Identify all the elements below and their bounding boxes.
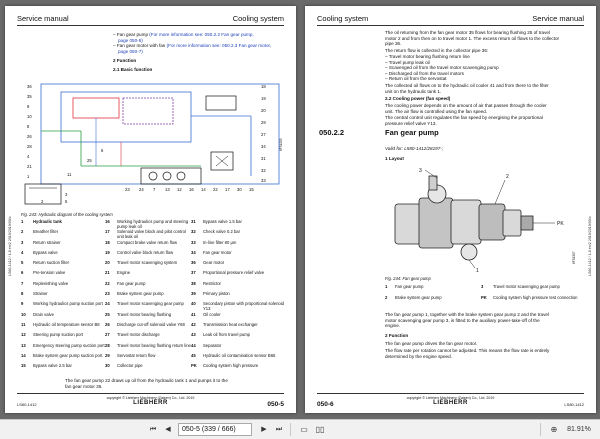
diagram-label: 14 xyxy=(201,187,206,192)
legend-number: 30 xyxy=(105,363,110,369)
legend-description: Cooling system high pressure xyxy=(203,363,259,369)
body-text: The flow rate per rotation cannot be adjusted. This means the flow rate is entirely xyxy=(385,348,550,353)
legend-number: 18 xyxy=(105,239,110,245)
legend-number: 6 xyxy=(21,270,24,276)
legend-number: 21 xyxy=(105,270,110,276)
legend-table xyxy=(21,220,286,374)
legend-number: 45 xyxy=(191,352,196,358)
legend-description: Steering pump suction port xyxy=(33,332,84,338)
body-text: The central control unit regulates the fan speed by energising the proportional xyxy=(385,115,543,120)
legend-description: Brake system gear pump xyxy=(395,294,442,300)
zoom-icon[interactable]: ⊕ xyxy=(550,425,558,434)
diagram-label: 35 xyxy=(27,94,32,99)
legend-description: Travel motor bearing flushing return line xyxy=(117,342,191,348)
legend-number: 15 xyxy=(21,363,26,369)
legend-number: 39 xyxy=(191,291,196,297)
diagram-label: 11 xyxy=(67,172,72,177)
diagram-label: 26 xyxy=(27,134,32,139)
diagram-code: 6F51203 xyxy=(279,138,283,151)
legend-description: Travel motor discharge xyxy=(117,332,160,338)
cross-reference-link[interactable]: page 050-7) xyxy=(118,48,143,54)
legend-description: Fan gear pump xyxy=(395,284,424,289)
legend-description: Breather filter xyxy=(33,229,59,235)
legend-number: 4 xyxy=(21,249,24,255)
diagram-label: 32 xyxy=(261,168,266,173)
legend-description: Solenoid valve block and pilot control unit leak oil xyxy=(117,229,186,240)
diagram-label: 34 xyxy=(261,144,266,149)
list-item: – Scavenged oil from the travel motor scavenging pump xyxy=(385,65,499,70)
diagram-label: 5 xyxy=(65,199,68,204)
diagram-label: 21 xyxy=(27,164,32,169)
legend-number: 7 xyxy=(21,280,24,286)
subsection-heading: 1 Layout xyxy=(385,156,404,161)
diagram-label: 9 xyxy=(27,104,30,109)
section-title: Fan gear pump xyxy=(385,128,439,137)
legend-description: Travel motor scavenging gear pump xyxy=(493,284,560,289)
legend-number: 9 xyxy=(21,301,24,307)
legend-description: Compact brake valve return flow xyxy=(117,239,178,245)
diagram-label: 4 xyxy=(27,154,30,159)
legend-number: 29 xyxy=(105,352,110,358)
diagram-label: 15 xyxy=(249,187,254,192)
cross-reference-link[interactable]: page 050-6) xyxy=(118,37,143,43)
legend-description: Servostat return flow xyxy=(117,352,156,358)
legend-description: Pre-tension valve xyxy=(33,270,66,276)
list-item: – Travel pump leak oil xyxy=(385,59,430,65)
diagram-label: 3 xyxy=(65,192,68,197)
body-text: motor 2 and from then on to travel motor 1. The excess return oil flows to the collector xyxy=(385,35,560,41)
previous-page-button[interactable]: ◀ xyxy=(165,426,171,433)
valid-for: Valid for: L580-1412/28197-; xyxy=(385,146,444,151)
toolbar-divider xyxy=(540,423,541,436)
footer-copyright: copyright © Liebherr Machinery (Zaisen) Co., Ltd. 2019 xyxy=(406,396,495,400)
legend-number: 2 xyxy=(385,294,388,300)
legend-number: 22 xyxy=(105,280,110,286)
legend-number: 5 xyxy=(21,260,24,266)
side-code: LS60-1412 / 1-8 en/2 2019/2019/00/x xyxy=(8,216,12,276)
body-text: motor scavenging gear pump 3, is fitted to the auxiliary power-take-off of the xyxy=(385,317,540,323)
document-page-left xyxy=(5,6,296,413)
body-text: determined by the engine speed. xyxy=(385,353,452,359)
diagram-label: 25 xyxy=(87,158,92,163)
legend-row xyxy=(21,364,286,374)
legend-number: 32 xyxy=(191,229,196,235)
legend-number: 1 xyxy=(21,219,24,224)
legend-description: Discharge cut-off solenoid valve Y68 xyxy=(117,321,185,327)
last-page-button[interactable]: ⏭ xyxy=(275,426,283,433)
diagram-label: 29 xyxy=(261,120,266,125)
diagram-label: 18 xyxy=(261,84,266,89)
legend-description: Secondary piston with proportional solenoid Y13 xyxy=(203,301,285,312)
diagram-label: 31 xyxy=(261,156,266,161)
legend-number: 44 xyxy=(191,342,196,348)
page-number: 050-5 xyxy=(267,401,284,408)
section-heading: 2 Function xyxy=(385,333,409,338)
legend-number: 25 xyxy=(105,311,110,317)
bullet-item: – Fan gear pump (For more information see: 050.2.2 Fan gear pump, xyxy=(113,32,254,37)
legend-description: Return suction filter xyxy=(33,260,70,266)
legend-number: 10 xyxy=(21,311,26,317)
figure-caption: Fig. 243: Hydraulic diagram of the cooling system xyxy=(21,212,113,217)
diagram-label: 7 xyxy=(153,187,156,192)
legend-description: Transmission heat exchanger xyxy=(203,321,258,327)
footer-code: LS60-1412 xyxy=(17,402,37,407)
list-item: – Travel motor bearing flushing return line xyxy=(385,54,470,59)
body-text: unit on the hydraulic tank 1. xyxy=(385,88,442,94)
header-right: Service manual xyxy=(532,14,584,23)
cross-reference-link[interactable]: (For more information see: 050.2.3 Fan gear motor, xyxy=(166,43,272,48)
figure-caption: Fig. 244: Fan gear pump xyxy=(385,276,431,281)
legend-description: Bypass valve xyxy=(33,249,58,255)
legend-number: 37 xyxy=(191,270,196,276)
page-number: 050-6 xyxy=(317,401,334,408)
legend-description: Proportional pressure relief valve xyxy=(203,270,265,276)
first-page-button[interactable]: ⏮ xyxy=(149,426,157,433)
body-text: The fan gear pump drives the fan gear motor. xyxy=(385,341,478,346)
body-text: The return flow is collected in the collector pipe 36: xyxy=(385,48,489,53)
legend-description: Brake system gear pump suction port xyxy=(33,352,103,358)
legend-description: In-line filter 80 µm xyxy=(203,239,237,245)
legend-number: 2 xyxy=(21,229,24,235)
legend-number: 38 xyxy=(191,280,196,286)
zoom-level[interactable]: 81.91% xyxy=(567,426,591,433)
footer-copyright: copyright © Liebherr Machinery (Zaisen) Co., Ltd. 2019 xyxy=(106,396,195,400)
legend-number: 31 xyxy=(191,219,196,224)
hydraulic-diagram xyxy=(21,76,286,208)
legend-description: Working hydraulics pump suction port xyxy=(33,301,103,307)
section-heading: 2 Function xyxy=(113,58,137,63)
body-text: The cooling power depends on the amount of air that passes through the cooler xyxy=(385,103,547,108)
legend-description: Primary piston xyxy=(203,291,230,297)
legend-table xyxy=(385,285,585,306)
legend-description: Fan gear pump xyxy=(117,280,146,286)
legend-number: 23 xyxy=(105,291,110,297)
list-item: – Return oil from the servostat xyxy=(385,76,447,81)
legend-row xyxy=(385,296,585,307)
legend-number: 3 xyxy=(481,284,484,289)
diagram-label: 27 xyxy=(261,132,266,137)
legend-description: Hydraulic oil contamination sensor B65 xyxy=(203,352,276,358)
header-left: Cooling system xyxy=(317,14,369,23)
body-text: The collected oil flows on to the hydraulic oil cooler 41 and from there to the filter xyxy=(385,83,549,88)
legend-number: 19 xyxy=(105,249,110,255)
diagram-label: 6 xyxy=(101,148,104,153)
navigation-toolbar xyxy=(0,419,600,439)
legend-description: Engine xyxy=(117,270,131,276)
body-text: The oil returning from the fan gear motor 35 flows for bearing flushing 25 of travel xyxy=(385,30,550,35)
legend-number: 1 xyxy=(385,284,388,289)
figure-label: 1 xyxy=(476,268,479,274)
legend-number: 41 xyxy=(191,311,196,317)
diagram-label: 19 xyxy=(261,96,266,101)
diagram-label: 17 xyxy=(225,187,230,192)
figure-label: PK xyxy=(557,221,564,227)
legend-description: Fan gear motor xyxy=(203,249,232,255)
legend-description: Collector pipe xyxy=(117,363,143,369)
diagram-label: 23 xyxy=(125,187,130,192)
legend-description: Emergency steering pump suction port xyxy=(33,342,105,348)
legend-number: 42 xyxy=(191,321,196,327)
diagram-label: 13 xyxy=(165,187,170,192)
diagram-label: 28 xyxy=(27,144,32,149)
legend-description: Replenishing valve xyxy=(33,280,69,286)
legend-description: Gear motor xyxy=(203,260,225,266)
page-footer xyxy=(17,393,284,407)
legend-description: Return strainer xyxy=(33,239,61,245)
subsection-heading: 2.2 Cooling power (fan speed) xyxy=(385,96,451,101)
body-text: pipe 36. xyxy=(385,41,402,46)
body-text: The fan gear pump 1, together with the brake system gear pump 2 and the travel xyxy=(385,312,549,317)
page-header xyxy=(17,14,284,26)
legend-number: 40 xyxy=(191,301,196,307)
legend-description: Check valve 0.2 bar xyxy=(203,229,241,235)
side-code: LS60-1412 / 1-8 en/2 2019/2019/00/x xyxy=(588,216,592,276)
legend-description: Drain valve xyxy=(33,311,54,317)
header-right: Cooling system xyxy=(232,14,284,23)
body-text: The fan gear pump 22 draws up oil from the hydraulic tank 1 and pumps it to the xyxy=(65,378,228,383)
diagram-label: 12 xyxy=(177,187,182,192)
diagram-label: 8 xyxy=(27,124,30,129)
diagram-label: 10 xyxy=(27,114,32,119)
body-text: unit. The air flow is controlled using the fan speed. xyxy=(385,108,488,114)
section-number: 050.2.2 xyxy=(319,128,345,137)
legend-number: 13 xyxy=(21,342,26,348)
diagram-label: 24 xyxy=(139,187,144,192)
fan-gear-pump-figure xyxy=(385,164,585,274)
legend-number: 14 xyxy=(21,352,26,358)
list-item: – Discharged oil from the travel motors xyxy=(385,70,464,76)
legend-number: 17 xyxy=(105,229,110,235)
legend-number: 16 xyxy=(105,219,110,224)
legend-number: 43 xyxy=(191,332,196,338)
legend-description: Separator xyxy=(203,342,222,348)
legend-number: 3 xyxy=(21,239,24,245)
legend-description: Restrictor xyxy=(203,280,221,286)
page-header xyxy=(317,14,584,26)
legend-description: Bypass valve 2.5 bar xyxy=(33,363,72,369)
body-text: fan gear motor 35. xyxy=(65,383,103,389)
legend-description: Hydraulic tank xyxy=(33,219,62,224)
legend-number: 28 xyxy=(105,342,110,348)
diagram-label: 16 xyxy=(189,187,194,192)
legend-description: Control valve block return flow xyxy=(117,249,174,255)
next-page-button[interactable]: ▶ xyxy=(261,426,267,433)
legend-description: Oil cooler xyxy=(203,311,221,317)
legend-description: Travel motor bearing flushing xyxy=(117,311,172,317)
legend-number: 34 xyxy=(191,249,196,255)
legend-number: 12 xyxy=(21,332,26,338)
legend-number: 33 xyxy=(191,239,196,245)
legend-row xyxy=(385,285,585,296)
body-text: engine. xyxy=(385,323,401,328)
cross-reference-link[interactable]: (For more information see: 050.2.2 Fan gear pump, xyxy=(149,32,254,37)
legend-description: Working hydraulics pump and steering pump leak oil xyxy=(117,219,189,229)
diagram-label: 1 xyxy=(27,174,30,179)
legend-description: Leak oil from travel pump xyxy=(203,332,251,338)
header-left: Service manual xyxy=(17,14,69,23)
subsection-heading: 2.1 Basic function xyxy=(113,67,153,72)
legend-number: 26 xyxy=(105,321,110,327)
bullet-item: – Fan gear motor with fan (For more information see: 050.2.3 Fan gear motor, xyxy=(113,43,272,48)
legend-number: 24 xyxy=(105,301,110,307)
diagram-label: 30 xyxy=(237,187,242,192)
diagram-label: 20 xyxy=(261,108,266,113)
document-page-right xyxy=(305,6,596,413)
figure-label: 3 xyxy=(419,168,422,174)
diagram-label: 2 xyxy=(41,199,44,204)
legend-description: Bypass valve 1.5 bar xyxy=(203,219,242,224)
legend-number: 20 xyxy=(105,260,110,266)
figure-label: 2 xyxy=(506,174,509,180)
body-text: pressure relief valve Y13. xyxy=(385,120,437,126)
diagram-label: 22 xyxy=(213,187,218,192)
two-page-icon[interactable]: ▯▯ xyxy=(315,425,325,434)
legend-number: 8 xyxy=(21,291,24,297)
footer-code: LS80-1412 xyxy=(564,402,584,407)
fit-page-icon[interactable]: ▭ xyxy=(300,425,308,434)
page-footer xyxy=(317,393,584,407)
legend-description: Travel motor scavenging gear pump xyxy=(117,301,184,307)
figure-code: 6F51307 xyxy=(572,251,576,264)
legend-description: Hydraulic oil temperature sensor B8 xyxy=(33,321,100,327)
diagram-label: 33 xyxy=(261,178,266,183)
toolbar-divider xyxy=(290,423,291,436)
diagram-label: 36 xyxy=(27,84,32,89)
legend-number: PK xyxy=(481,294,487,300)
page-number-input[interactable]: 050-5 (339 / 666) xyxy=(178,423,252,436)
legend-description: Travel motor scavenging system xyxy=(117,260,178,266)
legend-number: 11 xyxy=(21,321,26,327)
legend-number: PK xyxy=(191,363,197,369)
liebherr-logo: LIEBHERR xyxy=(133,400,168,406)
legend-description: Cooling system high pressure test connection xyxy=(493,294,578,300)
legend-description: Strainer xyxy=(33,291,48,297)
liebherr-logo: LIEBHERR xyxy=(433,400,468,406)
legend-number: 27 xyxy=(105,332,110,338)
legend-description: Brake system gear pump xyxy=(117,291,164,297)
legend-number: 36 xyxy=(191,260,196,266)
